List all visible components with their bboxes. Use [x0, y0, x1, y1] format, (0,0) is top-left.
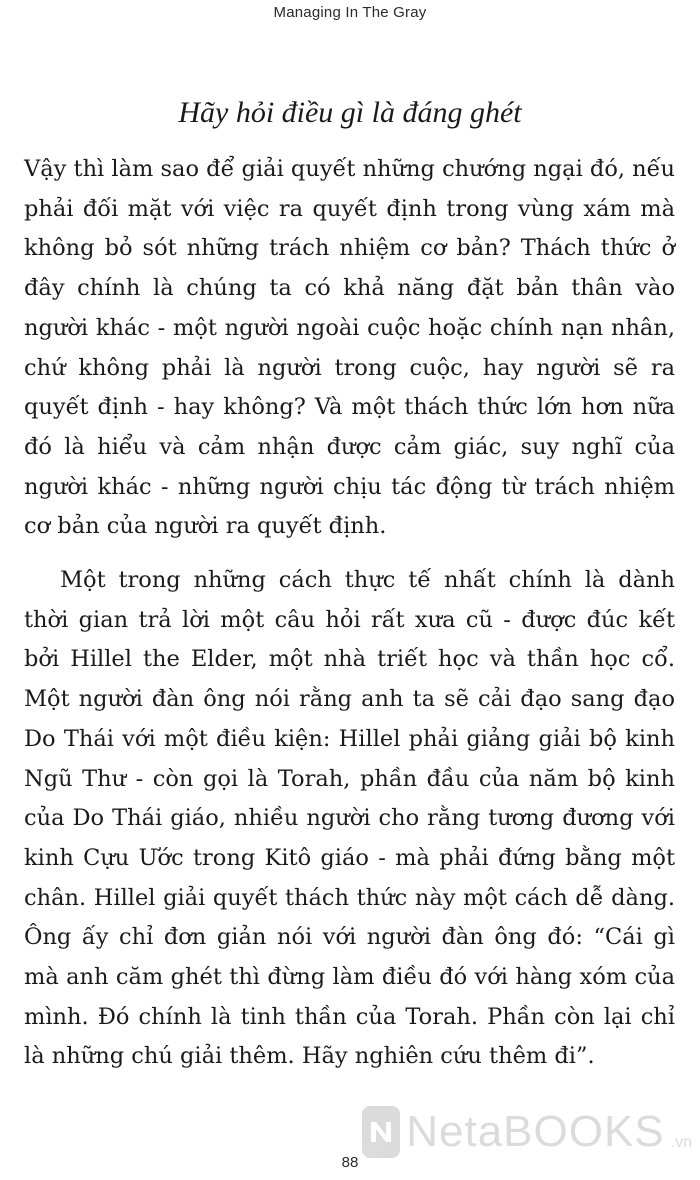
watermark-suffix: .vn	[670, 1134, 692, 1151]
n-logo-icon	[362, 1106, 400, 1158]
paragraph-2: Một trong những cách thực tế nhất chính là dành thời gian trả lời một câu hỏi rất xưa cũ - được đúc kết bởi Hillel the Elder, một nhà triết học và thần học cổ. Một người đàn ông nói rằng anh ta sẽ cải đạo sang đạo Do Thái với một điều kiện: Hillel phải giảng giải bộ kinh Ngũ Thư - còn gọi là Torah, phần đầu của năm bộ kinh của Do Thái giáo, nhiều người cho rằng tương đương với kinh Cựu Ước trong Kitô giáo - mà phải đứng bằng một chân. Hillel giải quyết thách thức này một cách dễ dàng. Ông ấy chỉ đơn giản nói với người đàn ông đó: “Cái gì mà anh căm ghét thì đừng làm điều đó với hàng xóm của mình. Đó chính là tinh thần của Torah. Phần còn lại chỉ là những chú giải thêm. Hãy nghiên cứu thêm đi”.	[24, 567, 675, 1070]
page-number: 88	[341, 1154, 359, 1171]
section-title: Hãy hỏi điều gì là đáng ghét	[178, 96, 522, 129]
body-text	[24, 150, 675, 1077]
watermark	[362, 1102, 692, 1162]
watermark-brand: NetaBOOKS	[406, 1107, 665, 1156]
paragraph-1: Vậy thì làm sao để giải quyết những chướng ngại đó, nếu phải đối mặt với việc ra quyết định trong vùng xám mà không bỏ sót những trách nhiệm cơ bản? Thách thức ở đây chính là chúng ta có khả năng đặt bản thân vào người khác - một người ngoài cuộc hoặc chính nạn nhân, chứ không phải là người trong cuộc, hay người sẽ ra quyết định - hay không? Và một thách thức lớn hơn nữa đó là hiểu và cảm nhận được cảm giác, suy nghĩ của người khác - những người chịu tác động từ trách nhiệm cơ bản của người ra quyết định.	[24, 156, 675, 540]
running-header: Managing In The Gray	[273, 4, 427, 21]
